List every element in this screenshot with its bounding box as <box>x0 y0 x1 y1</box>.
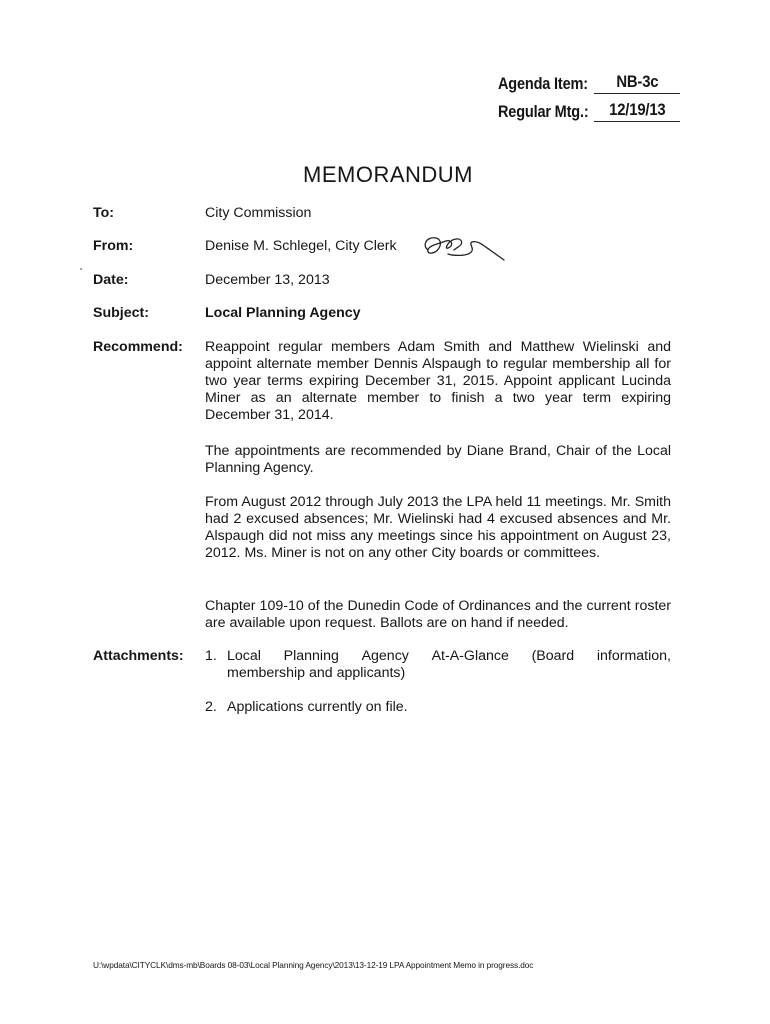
recommend-label: Recommend: <box>93 339 183 355</box>
memo-title-text: MEMORANDUM <box>303 162 473 187</box>
subject-value: Local Planning Agency <box>205 305 361 321</box>
attachment-word: At-A-Glance <box>431 648 509 664</box>
regular-meeting-row <box>498 96 680 122</box>
attachment-line-1 <box>227 648 671 665</box>
agenda-block <box>498 68 680 124</box>
agenda-item-value-text: NB-3c <box>615 73 659 91</box>
attachment-text-1 <box>227 648 671 682</box>
to-value: City Commission <box>205 205 312 221</box>
date-value: December 13, 2013 <box>205 272 330 288</box>
memo-title <box>0 162 770 188</box>
regular-meeting-label: Regular Mtg.: <box>498 103 589 121</box>
recommend-paragraph-3: From August 2012 through July 2013 the LPA held 11 meetings. Mr. Smith had 2 excused absences; Mr. Wielinski had 4 excused absences and Mr. Alspaugh did not miss any meetings since his appointment on August 23, 2012. Ms. Miner is not on any other City boards or committees. <box>205 494 671 561</box>
attachment-number-1: 1. <box>205 648 217 664</box>
attachment-word: Agency <box>361 648 409 664</box>
attachment-item-2 <box>205 699 671 716</box>
date-label: Date: <box>93 272 129 288</box>
to-row <box>93 205 683 222</box>
scan-speck <box>80 268 82 270</box>
to-label: To: <box>93 205 115 221</box>
agenda-item-row <box>498 68 680 94</box>
attachment-word: information, <box>596 648 671 664</box>
attachment-line-2: membership and applicants) <box>227 665 406 681</box>
signature-initials <box>418 226 508 266</box>
agenda-item-label: Agenda Item: <box>498 75 588 93</box>
regular-meeting-value <box>594 101 680 122</box>
attachment-word: Local <box>227 648 261 664</box>
from-label: From: <box>93 238 134 254</box>
attachment-item-1 <box>205 648 671 682</box>
agenda-item-value <box>594 73 680 94</box>
regular-meeting-value-text: 12/19/13 <box>608 101 666 119</box>
recommend-paragraph-2: The appointments are recommended by Diane Brand, Chair of the Local Planning Agency. <box>205 443 671 476</box>
attachment-number-2: 2. <box>205 699 217 715</box>
recommend-paragraph-1: Reappoint regular members Adam Smith and Matthew Wielinski and appoint alternate member Dennis Alspaugh to regular membership all for two year terms expiring December 31, 2015. Appoint applicant Lucinda Miner as an alternate member to finish a two year term expiring December 31, 2014. <box>205 339 671 423</box>
subject-row <box>93 305 683 322</box>
file-path-footer: U:\wpdata\CITYCLK\dms-mb\Boards 08-03\Local Planning Agency\2013\13-12-19 LPA Appointment Memo in progress.doc <box>93 960 534 970</box>
subject-label: Subject: <box>93 305 149 321</box>
from-row <box>93 238 683 255</box>
attachment-text-2: Applications currently on file. <box>227 699 408 715</box>
date-row <box>93 272 683 289</box>
recommend-paragraph-4: Chapter 109-10 of the Dunedin Code of Ordinances and the current roster are available upon request. Ballots are on hand if needed. <box>205 598 671 631</box>
attachment-word: (Board <box>531 648 575 664</box>
attachment-word: Planning <box>283 648 339 664</box>
from-value: Denise M. Schlegel, City Clerk <box>205 238 397 254</box>
attachments-label: Attachments: <box>93 648 184 664</box>
